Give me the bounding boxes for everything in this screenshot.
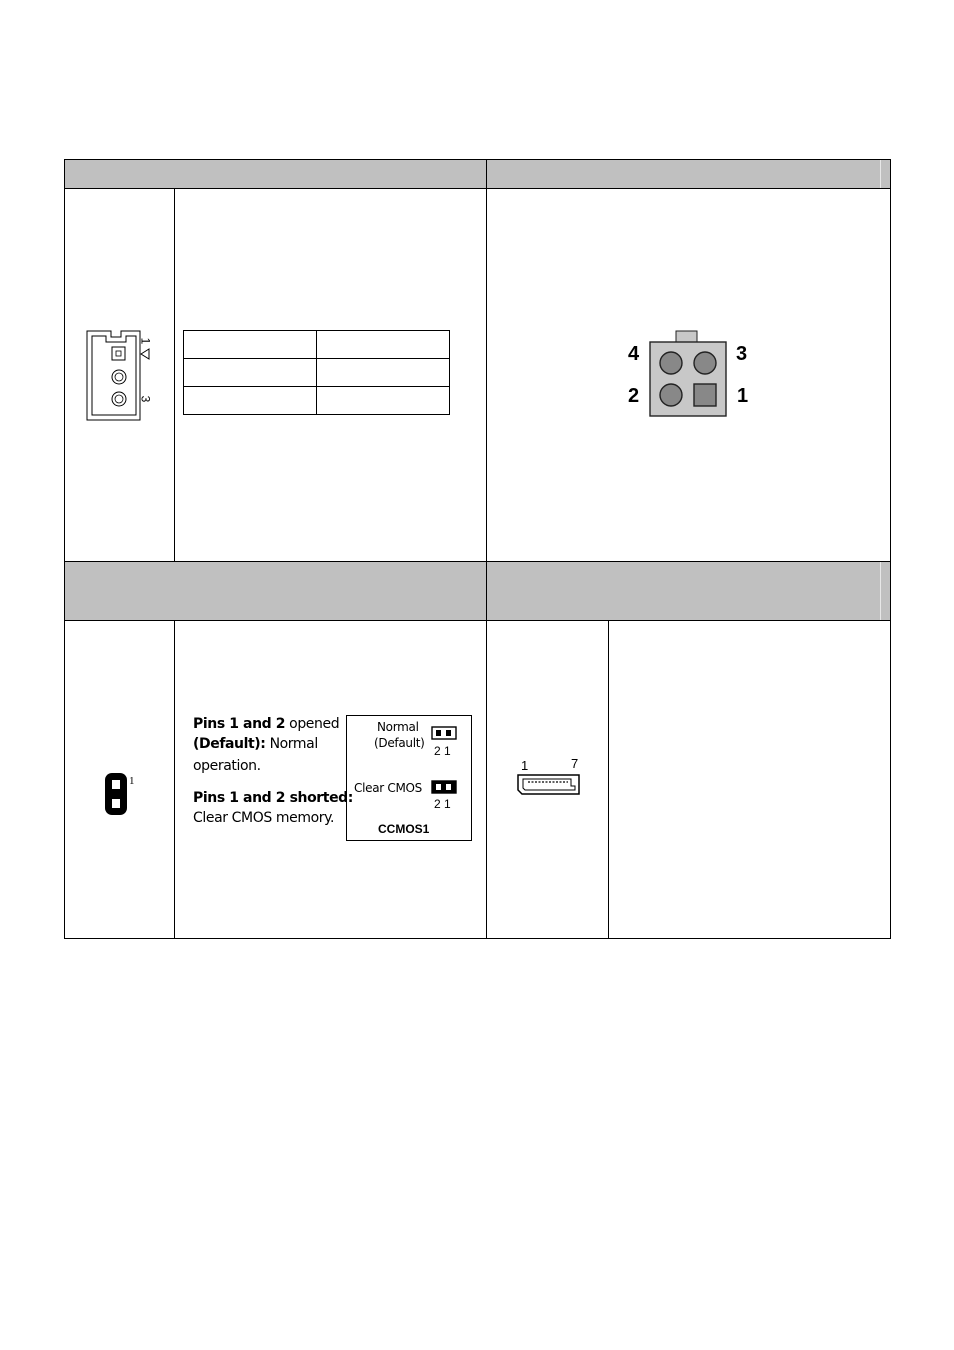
power-pin-label-1: 1	[737, 385, 749, 407]
sata-pin-label-1: 1	[521, 758, 529, 773]
ccmos-desc-tail: Normal	[265, 736, 318, 752]
table-cell	[317, 387, 450, 415]
header-edge	[880, 160, 881, 188]
pins-label-clear: 2 1	[434, 797, 451, 811]
table-cell	[184, 331, 317, 359]
jumper-open-icon	[431, 726, 457, 740]
table-border-left	[64, 159, 65, 939]
table-border-bottom	[64, 938, 891, 939]
ccmos-desc-line3: operation.	[193, 758, 261, 774]
jumper-pin1-mark: 1	[129, 775, 135, 787]
ccmos-desc-bold: Pins 1 and 2	[193, 716, 286, 732]
ccmos-desc-line1	[193, 716, 339, 732]
jumper-name: CCMOS1	[378, 822, 430, 836]
header-edge	[880, 562, 881, 620]
power-pin-label-3: 3	[736, 343, 748, 365]
ccmos-desc-line5: Clear CMOS memory.	[193, 810, 335, 826]
sata-connector-diagram	[516, 772, 582, 798]
table-line	[64, 188, 891, 189]
table-cell	[184, 387, 317, 415]
sata-pin-label-7: 7	[571, 756, 579, 771]
table-line	[64, 561, 891, 562]
table-row	[184, 331, 450, 359]
ccmos-default-label: (Default):	[193, 736, 266, 752]
power-pin-label-2: 2	[628, 385, 640, 407]
ccmos-desc-normal: opened	[285, 716, 340, 732]
default-label: (Default)	[374, 736, 425, 750]
jumper-shorted-icon	[431, 780, 457, 794]
header-band-middle	[65, 562, 890, 620]
table-divider	[608, 620, 609, 938]
table-row	[184, 387, 450, 415]
fan-pin-label-1: 1	[138, 337, 153, 345]
fan-pin-label-3: 3	[138, 395, 153, 403]
table-divider-center	[486, 159, 487, 939]
jumper-icon	[104, 772, 128, 816]
table-divider	[174, 188, 175, 561]
table-border-right	[890, 159, 891, 939]
ccmos-desc-line2	[193, 736, 318, 752]
table-row	[184, 359, 450, 387]
normal-label: Normal	[377, 720, 419, 734]
pins-label-normal: 2 1	[434, 744, 451, 758]
table-cell	[317, 359, 450, 387]
table-cell	[317, 331, 450, 359]
table-border-top	[64, 159, 891, 160]
ccmos-settings-box	[346, 715, 472, 841]
power-connector-diagram	[648, 330, 728, 420]
ccmos-desc-line4: Pins 1 and 2 shorted:	[193, 790, 354, 806]
table-divider	[174, 620, 175, 938]
table-cell	[184, 359, 317, 387]
power-pin-label-4: 4	[628, 343, 640, 365]
fan-pinout-table	[183, 330, 450, 415]
header-band-top	[65, 160, 890, 188]
table-line	[64, 620, 891, 621]
clear-cmos-label: Clear CMOS	[354, 781, 422, 795]
